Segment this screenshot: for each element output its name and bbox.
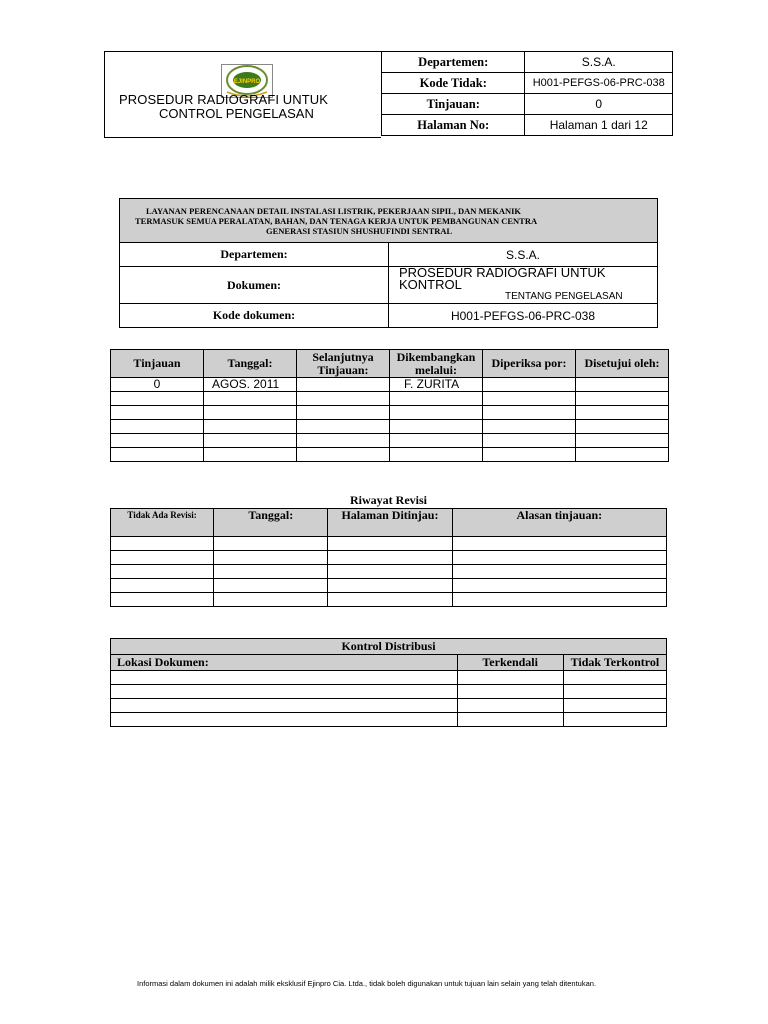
table-row: [111, 537, 667, 551]
table-cell: [214, 565, 328, 579]
table-cell: [111, 671, 458, 685]
table-cell: [390, 448, 483, 462]
table-row: [111, 593, 667, 607]
code-value: H001-PEFGS-06-PRC-038: [525, 73, 673, 94]
history-header-cell: Alasan tinjauan:: [452, 509, 666, 537]
table-cell: [204, 434, 297, 448]
table-cell: [563, 699, 666, 713]
document-title-line1: PROSEDUR RADIOGRAFI UNTUK: [119, 92, 329, 107]
table-cell: [214, 593, 328, 607]
table-cell: [576, 420, 669, 434]
table-cell: [457, 699, 563, 713]
page-number-value: Halaman 1 dari 12: [525, 115, 673, 136]
table-row: [111, 434, 669, 448]
footer-disclaimer: Informasi dalam dokumen ini adalah milik eksklusif Ejinpro Cia. Ltda., tidak boleh digunakan untuk tujuan lain selain yang telah ditentukan.: [137, 979, 597, 988]
table-cell: [576, 434, 669, 448]
table-cell: [563, 671, 666, 685]
table-cell: [483, 378, 576, 392]
table-cell: [111, 699, 458, 713]
table-cell: [483, 392, 576, 406]
table-cell: [214, 579, 328, 593]
table-cell: [483, 434, 576, 448]
table-cell: 0: [111, 378, 204, 392]
revision-header-cell: Diperiksa por:: [483, 350, 576, 378]
revision-header-cell: Selanjutnya Tinjauan:: [297, 350, 390, 378]
table-cell: [328, 565, 452, 579]
service-heading-line2: TERMASUK SEMUA PERALATAN, BAHAN, DAN TENAGA KERJA UNTUK PEMBANGUNAN CENTRA: [135, 215, 538, 226]
table-cell: [328, 551, 452, 565]
table-cell: [457, 671, 563, 685]
table-cell: [111, 537, 214, 551]
table-cell: [563, 685, 666, 699]
table-row: [111, 406, 669, 420]
document-title-line2: CONTROL PENGELASAN: [159, 106, 314, 121]
table-cell: [452, 537, 666, 551]
revision-header-cell: Tinjauan: [111, 350, 204, 378]
history-header-cell: Tanggal:: [214, 509, 328, 537]
revision-header-cell: Tanggal:: [204, 350, 297, 378]
header-info-table: [381, 51, 673, 136]
service-department-label: Departemen:: [120, 243, 389, 267]
history-title: Riwayat Revisi: [350, 493, 427, 507]
page-number-label: Halaman No:: [382, 115, 525, 136]
distribution-header-cell: Lokasi Dokumen:: [111, 655, 458, 671]
table-cell: [576, 392, 669, 406]
table-cell: [563, 713, 666, 727]
revision-value: 0: [525, 94, 673, 115]
service-heading-line1: LAYANAN PERENCANAAN DETAIL INSTALASI LISTRIK, PEKERJAAN SIPIL, DAN MEKANIK: [146, 205, 522, 216]
history-header-cell: Halaman Ditinjau:: [328, 509, 452, 537]
table-cell: [297, 420, 390, 434]
table-cell: [483, 406, 576, 420]
table-cell: [111, 434, 204, 448]
service-document-line2: TENTANG PENGELASAN: [505, 291, 623, 302]
table-cell: [111, 579, 214, 593]
department-label: Departemen:: [382, 52, 525, 73]
service-document-label: Dokumen:: [120, 267, 389, 304]
table-row: [111, 565, 667, 579]
history-table: [110, 508, 667, 607]
table-cell: [111, 551, 214, 565]
service-code-label: Kode dokumen:: [120, 304, 389, 328]
table-cell: F. ZURITA: [390, 378, 483, 392]
table-cell: [576, 448, 669, 462]
service-code-value: H001-PEFGS-06-PRC-038: [389, 304, 658, 328]
table-cell: [483, 420, 576, 434]
table-cell: [576, 378, 669, 392]
table-cell: [204, 448, 297, 462]
table-cell: [328, 579, 452, 593]
table-cell: [457, 713, 563, 727]
service-document-line1: PROSEDUR RADIOGRAFI UNTUK KONTROL: [399, 266, 606, 292]
service-info-table: [119, 198, 658, 328]
service-heading: [120, 199, 658, 243]
table-cell: [204, 406, 297, 420]
department-value: S.S.A.: [525, 52, 673, 73]
table-row: [111, 699, 667, 713]
table-cell: [576, 406, 669, 420]
table-cell: [390, 434, 483, 448]
table-row: [111, 392, 669, 406]
logo-text: EJINPRO: [233, 79, 261, 85]
table-cell: [214, 537, 328, 551]
table-row: [111, 448, 669, 462]
table-cell: [111, 420, 204, 434]
table-row: [111, 685, 667, 699]
table-row: [111, 713, 667, 727]
table-row: [111, 579, 667, 593]
table-cell: [390, 392, 483, 406]
table-row: [111, 671, 667, 685]
code-label: Kode Tidak:: [382, 73, 525, 94]
table-cell: [452, 551, 666, 565]
table-row: [111, 551, 667, 565]
table-row: [111, 378, 669, 392]
table-cell: AGOS. 2011: [204, 378, 297, 392]
revision-label: Tinjauan:: [382, 94, 525, 115]
distribution-header-cell: Terkendali: [457, 655, 563, 671]
table-cell: [111, 685, 458, 699]
table-cell: [111, 713, 458, 727]
service-document-value: [389, 267, 658, 304]
table-cell: [111, 565, 214, 579]
table-cell: [297, 378, 390, 392]
table-cell: [297, 392, 390, 406]
table-cell: [328, 537, 452, 551]
table-cell: [111, 406, 204, 420]
table-cell: [457, 685, 563, 699]
table-cell: [204, 420, 297, 434]
table-cell: [111, 448, 204, 462]
service-department-value: S.S.A.: [389, 243, 658, 267]
table-cell: [328, 593, 452, 607]
table-cell: [204, 392, 297, 406]
service-heading-line3: GENERASI STASIUN SHUSHUFINDI SENTRAL: [266, 225, 453, 236]
table-cell: [390, 420, 483, 434]
distribution-header-cell: Tidak Terkontrol: [563, 655, 666, 671]
table-cell: [297, 406, 390, 420]
table-cell: [390, 406, 483, 420]
table-cell: [214, 551, 328, 565]
revision-header-cell: Disetujui oleh:: [576, 350, 669, 378]
history-header-cell: Tidak Ada Revisi:: [111, 509, 214, 537]
table-cell: [297, 448, 390, 462]
revision-table: [110, 349, 669, 462]
table-cell: [111, 392, 204, 406]
table-cell: [452, 579, 666, 593]
table-row: [111, 420, 669, 434]
distribution-title: Kontrol Distribusi: [111, 639, 667, 655]
table-cell: [111, 593, 214, 607]
table-cell: [452, 565, 666, 579]
table-cell: [483, 448, 576, 462]
table-cell: [452, 593, 666, 607]
distribution-table: [110, 638, 667, 727]
table-cell: [297, 434, 390, 448]
revision-header-cell: Dikembangkan melalui:: [390, 350, 483, 378]
